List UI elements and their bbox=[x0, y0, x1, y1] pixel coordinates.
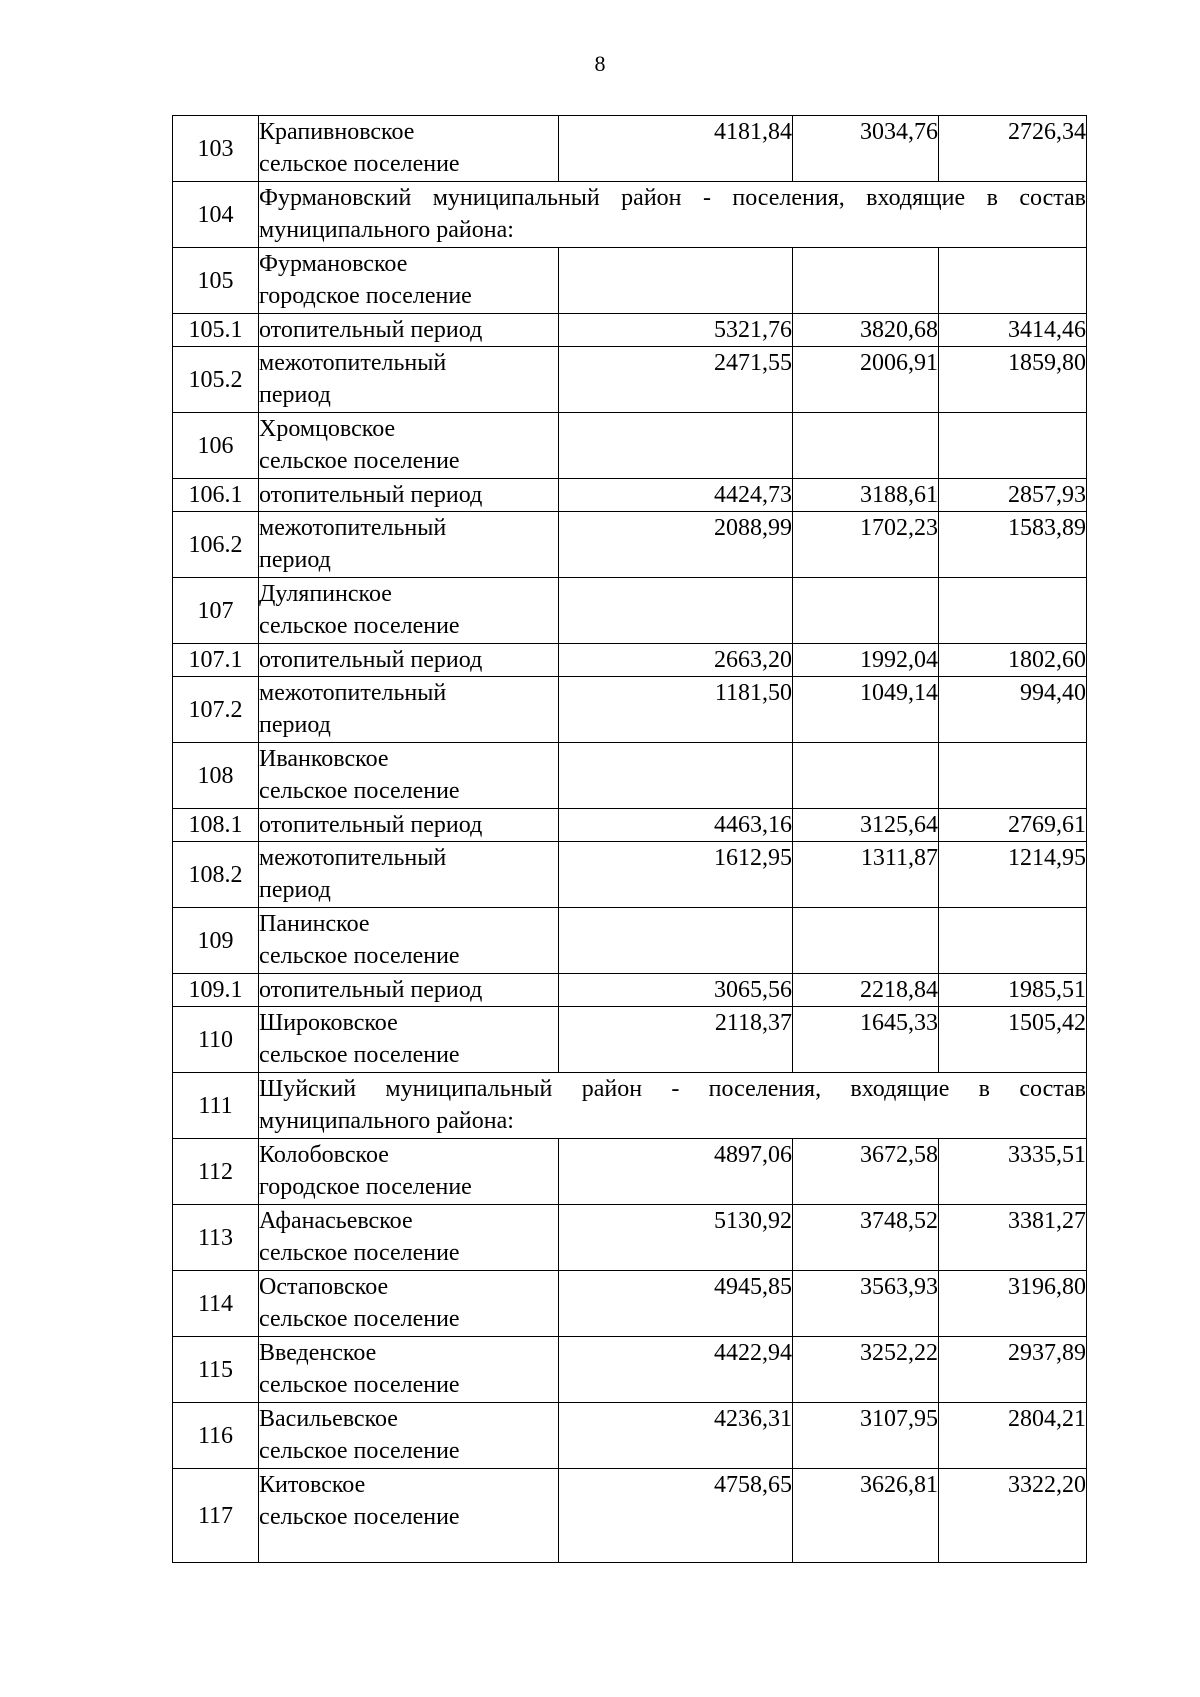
table-row bbox=[173, 479, 1087, 512]
table-row bbox=[173, 842, 1087, 908]
table-body bbox=[173, 116, 1087, 1563]
settlement-name: Крапивновское bbox=[259, 119, 415, 145]
value-col-2 bbox=[793, 743, 939, 809]
settlement-type: сельское поселение bbox=[259, 1438, 460, 1464]
settlement-type: сельское поселение bbox=[259, 613, 460, 639]
settlement-name: Широковское bbox=[259, 1010, 398, 1036]
value-col-1: 4463,16 bbox=[559, 809, 793, 842]
value-col-3: 2804,21 bbox=[939, 1403, 1087, 1469]
table-row bbox=[173, 1007, 1087, 1073]
settlement-name-cell bbox=[259, 1337, 559, 1403]
value-col-1: 2088,99 bbox=[559, 512, 793, 578]
row-number: 107.2 bbox=[173, 677, 259, 743]
value-col-2: 2218,84 bbox=[793, 974, 939, 1007]
settlement-name-cell bbox=[259, 1469, 559, 1563]
table-row bbox=[173, 413, 1087, 479]
value-col-1: 1612,95 bbox=[559, 842, 793, 908]
settlement-type: период bbox=[259, 547, 331, 573]
value-col-3: 3196,80 bbox=[939, 1271, 1087, 1337]
value-col-1: 4424,73 bbox=[559, 479, 793, 512]
row-number: 113 bbox=[173, 1205, 259, 1271]
settlement-type: период bbox=[259, 877, 331, 903]
settlement-name-cell bbox=[259, 1205, 559, 1271]
tariff-table bbox=[172, 115, 1087, 1563]
row-number: 109 bbox=[173, 908, 259, 974]
value-col-2: 3107,95 bbox=[793, 1403, 939, 1469]
page-number: 8 bbox=[594, 51, 606, 76]
value-col-3: 1214,95 bbox=[939, 842, 1087, 908]
value-col-2 bbox=[793, 908, 939, 974]
row-number: 104 bbox=[173, 182, 259, 248]
settlement-name: Васильевское bbox=[259, 1406, 398, 1432]
row-number: 109.1 bbox=[173, 974, 259, 1007]
settlement-type: сельское поселение bbox=[259, 1306, 460, 1332]
value-col-2: 3252,22 bbox=[793, 1337, 939, 1403]
table-row bbox=[173, 248, 1087, 314]
row-number: 110 bbox=[173, 1007, 259, 1073]
settlement-name: межотопительный bbox=[259, 680, 447, 706]
row-number: 103 bbox=[173, 116, 259, 182]
value-col-3: 3322,20 bbox=[939, 1469, 1087, 1563]
settlement-type: сельское поселение bbox=[259, 151, 460, 177]
settlement-name: отопительный период bbox=[259, 647, 483, 673]
row-number: 111 bbox=[173, 1073, 259, 1139]
value-col-1: 4181,84 bbox=[559, 116, 793, 182]
value-col-3: 1859,80 bbox=[939, 347, 1087, 413]
settlement-name: Колобовское bbox=[259, 1142, 389, 1168]
row-number: 106 bbox=[173, 413, 259, 479]
table-row bbox=[173, 743, 1087, 809]
value-col-2: 1311,87 bbox=[793, 842, 939, 908]
settlement-type: период bbox=[259, 712, 331, 738]
settlement-name: Фурмановское bbox=[259, 251, 408, 277]
value-col-3: 2726,34 bbox=[939, 116, 1087, 182]
settlement-name-cell bbox=[259, 512, 559, 578]
settlement-name-cell bbox=[259, 644, 559, 677]
value-col-1: 4422,94 bbox=[559, 1337, 793, 1403]
district-heading: Шуйский муниципальный район - поселения, входящие в состав муниципального района: bbox=[259, 1073, 1087, 1139]
value-col-1 bbox=[559, 248, 793, 314]
settlement-name: отопительный период bbox=[259, 317, 483, 343]
settlement-type: городское поселение bbox=[259, 1174, 472, 1200]
value-col-3: 2769,61 bbox=[939, 809, 1087, 842]
settlement-name-cell bbox=[259, 578, 559, 644]
value-col-2 bbox=[793, 578, 939, 644]
settlement-type: сельское поселение bbox=[259, 448, 460, 474]
value-col-1: 1181,50 bbox=[559, 677, 793, 743]
value-col-3: 2937,89 bbox=[939, 1337, 1087, 1403]
settlement-name-cell bbox=[259, 908, 559, 974]
value-col-3 bbox=[939, 743, 1087, 809]
settlement-name: Остаповское bbox=[259, 1274, 389, 1300]
value-col-3: 1985,51 bbox=[939, 974, 1087, 1007]
row-number: 107.1 bbox=[173, 644, 259, 677]
table-row bbox=[173, 974, 1087, 1007]
value-col-3: 994,40 bbox=[939, 677, 1087, 743]
value-col-3: 3381,27 bbox=[939, 1205, 1087, 1271]
table-row bbox=[173, 578, 1087, 644]
value-col-3: 1802,60 bbox=[939, 644, 1087, 677]
table-row bbox=[173, 1139, 1087, 1205]
value-col-3: 3335,51 bbox=[939, 1139, 1087, 1205]
table-row bbox=[173, 314, 1087, 347]
settlement-name: Дуляпинское bbox=[259, 581, 392, 607]
settlement-name: Хромцовское bbox=[259, 416, 396, 442]
row-number: 112 bbox=[173, 1139, 259, 1205]
value-col-2: 3034,76 bbox=[793, 116, 939, 182]
settlement-name: межотопительный bbox=[259, 515, 447, 541]
value-col-1: 4236,31 bbox=[559, 1403, 793, 1469]
settlement-type: сельское поселение bbox=[259, 1240, 460, 1266]
district-heading: Фурмановский муниципальный район - поселения, входящие в состав муниципального района: bbox=[259, 182, 1087, 248]
settlement-type: сельское поселение bbox=[259, 1504, 460, 1530]
value-col-2: 2006,91 bbox=[793, 347, 939, 413]
value-col-1: 2118,37 bbox=[559, 1007, 793, 1073]
row-number: 114 bbox=[173, 1271, 259, 1337]
settlement-name-cell bbox=[259, 677, 559, 743]
value-col-2: 1992,04 bbox=[793, 644, 939, 677]
row-number: 108.1 bbox=[173, 809, 259, 842]
settlement-name-cell bbox=[259, 1007, 559, 1073]
section-header-row bbox=[173, 1073, 1087, 1139]
settlement-name-cell bbox=[259, 1403, 559, 1469]
value-col-3 bbox=[939, 578, 1087, 644]
table-row bbox=[173, 677, 1087, 743]
value-col-2: 1645,33 bbox=[793, 1007, 939, 1073]
value-col-2 bbox=[793, 248, 939, 314]
value-col-1: 3065,56 bbox=[559, 974, 793, 1007]
value-col-1 bbox=[559, 578, 793, 644]
settlement-name-cell bbox=[259, 347, 559, 413]
value-col-3: 1505,42 bbox=[939, 1007, 1087, 1073]
value-col-3 bbox=[939, 908, 1087, 974]
row-number: 105.2 bbox=[173, 347, 259, 413]
settlement-name: Иванковское bbox=[259, 746, 389, 772]
row-number: 108.2 bbox=[173, 842, 259, 908]
value-col-2: 3820,68 bbox=[793, 314, 939, 347]
row-number: 106.1 bbox=[173, 479, 259, 512]
value-col-1 bbox=[559, 908, 793, 974]
settlement-name: отопительный период bbox=[259, 482, 483, 508]
settlement-name-cell bbox=[259, 479, 559, 512]
value-col-1: 2471,55 bbox=[559, 347, 793, 413]
settlement-name-cell bbox=[259, 809, 559, 842]
table-row bbox=[173, 809, 1087, 842]
settlement-name-cell bbox=[259, 1139, 559, 1205]
settlement-name-cell bbox=[259, 743, 559, 809]
settlement-name: Китовское bbox=[259, 1472, 366, 1498]
settlement-name: Введенское bbox=[259, 1340, 377, 1366]
table-row bbox=[173, 512, 1087, 578]
value-col-2: 3188,61 bbox=[793, 479, 939, 512]
settlement-name: Афанасьевское bbox=[259, 1208, 413, 1234]
value-col-3: 3414,46 bbox=[939, 314, 1087, 347]
settlement-name: отопительный период bbox=[259, 977, 483, 1003]
row-number: 117 bbox=[173, 1469, 259, 1563]
row-number: 107 bbox=[173, 578, 259, 644]
settlement-name: Панинское bbox=[259, 911, 370, 937]
table-row bbox=[173, 347, 1087, 413]
value-col-1 bbox=[559, 743, 793, 809]
value-col-3: 2857,93 bbox=[939, 479, 1087, 512]
value-col-1: 5130,92 bbox=[559, 1205, 793, 1271]
settlement-name-cell bbox=[259, 413, 559, 479]
settlement-type: период bbox=[259, 382, 331, 408]
value-col-1: 4945,85 bbox=[559, 1271, 793, 1337]
table-row bbox=[173, 1271, 1087, 1337]
table-row bbox=[173, 644, 1087, 677]
value-col-2: 3748,52 bbox=[793, 1205, 939, 1271]
settlement-name-cell bbox=[259, 974, 559, 1007]
row-number: 105.1 bbox=[173, 314, 259, 347]
settlement-name-cell bbox=[259, 314, 559, 347]
settlement-type: сельское поселение bbox=[259, 943, 460, 969]
value-col-1: 5321,76 bbox=[559, 314, 793, 347]
value-col-2: 3563,93 bbox=[793, 1271, 939, 1337]
settlement-name-cell bbox=[259, 842, 559, 908]
value-col-3 bbox=[939, 413, 1087, 479]
value-col-2 bbox=[793, 413, 939, 479]
value-col-1 bbox=[559, 413, 793, 479]
value-col-1: 4897,06 bbox=[559, 1139, 793, 1205]
value-col-1: 4758,65 bbox=[559, 1469, 793, 1563]
row-number: 106.2 bbox=[173, 512, 259, 578]
table-row bbox=[173, 908, 1087, 974]
settlement-type: городское поселение bbox=[259, 283, 472, 309]
value-col-3: 1583,89 bbox=[939, 512, 1087, 578]
settlement-name: межотопительный bbox=[259, 350, 447, 376]
table-row bbox=[173, 1469, 1087, 1563]
settlement-name: межотопительный bbox=[259, 845, 447, 871]
row-number: 116 bbox=[173, 1403, 259, 1469]
table-row bbox=[173, 1337, 1087, 1403]
settlement-name-cell bbox=[259, 116, 559, 182]
row-number: 115 bbox=[173, 1337, 259, 1403]
row-number: 105 bbox=[173, 248, 259, 314]
section-header-row bbox=[173, 182, 1087, 248]
value-col-2: 3125,64 bbox=[793, 809, 939, 842]
settlement-type: сельское поселение bbox=[259, 1042, 460, 1068]
table-row bbox=[173, 1403, 1087, 1469]
value-col-2: 3672,58 bbox=[793, 1139, 939, 1205]
settlement-name-cell bbox=[259, 248, 559, 314]
settlement-type: сельское поселение bbox=[259, 778, 460, 804]
value-col-2: 1049,14 bbox=[793, 677, 939, 743]
settlement-type: сельское поселение bbox=[259, 1372, 460, 1398]
table-row bbox=[173, 116, 1087, 182]
value-col-2: 1702,23 bbox=[793, 512, 939, 578]
table-row bbox=[173, 1205, 1087, 1271]
value-col-1: 2663,20 bbox=[559, 644, 793, 677]
value-col-3 bbox=[939, 248, 1087, 314]
settlement-name: отопительный период bbox=[259, 812, 483, 838]
value-col-2: 3626,81 bbox=[793, 1469, 939, 1563]
row-number: 108 bbox=[173, 743, 259, 809]
settlement-name-cell bbox=[259, 1271, 559, 1337]
